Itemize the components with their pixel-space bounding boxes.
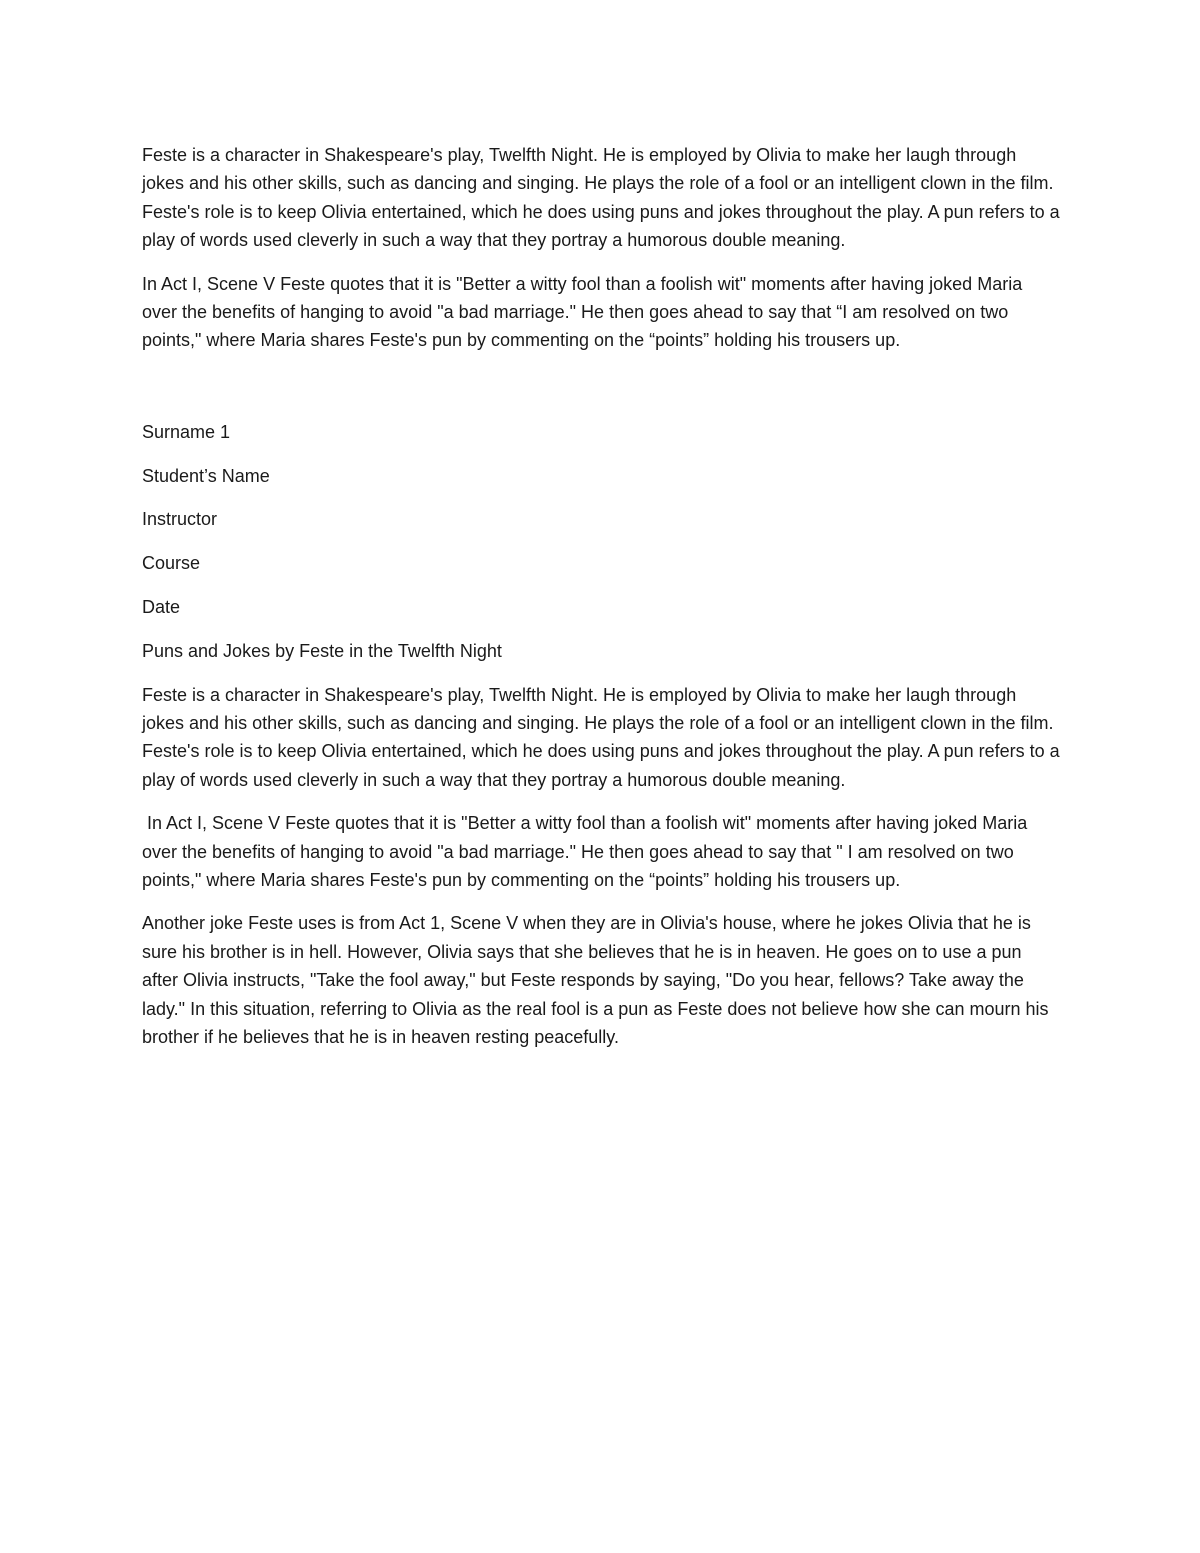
section-gap [142,370,1062,418]
header-date: Date [142,597,181,618]
intro-paragraph-1: Feste is a character in Shakespeare's play, Twelfth Night. He is employed by Olivia to make her laugh through jokes and his other skills, such as dancing and singing. He plays the role of a fool or an intelligent clown in the film. Feste's role is to keep Olivia entertained, which he does using puns and jokes throughout the play. A pun refers to a play of words used cleverly in such a way that they portray a humorous double meaning. [142,145,1060,251]
body-paragraph-2: In Act I, Scene V Feste quotes that it is "Better a witty fool than a foolish wit" moments after having joked Maria over the benefits of hanging to avoid "a bad marriage." He then goes ahead to say that " I am resolved on two points," where Maria shares Feste's pun by commenting on the “points” holding his trousers up. [142,813,1033,891]
body-paragraph-3: Another joke Feste uses is from Act 1, Scene V when they are in Olivia's house, where he jokes Olivia that he is sure his brother is in hell. However, Olivia says that she believes that he is in heaven. He goes on to use a pun after Olivia instructs, "Take the fool away," but Feste responds by saying, "Do you hear, fellows? Take away the lady." In this situation, referring to Olivia as the real fool is a pun as Feste does not believe how she can mourn his brother if he believes that he is in heaven resting peacefully. [142,913,1049,1048]
essay-title: Puns and Jokes by Feste in the Twelfth Night [142,640,502,661]
header-course: Course [142,553,201,574]
body-paragraph-1: Feste is a character in Shakespeare's play, Twelfth Night. He is employed by Olivia to make her laugh through jokes and his other skills, such as dancing and singing. He plays the role of a fool or an intelligent clown in the film. Feste's role is to keep Olivia entertained, which he does using puns and jokes throughout the play. A pun refers to a play of words used cleverly in such a way that they portray a humorous double meaning. [142,684,1060,790]
header-surname: Surname 1 [142,421,231,442]
header-instructor: Instructor [142,509,218,530]
intro-paragraph-2: In Act I, Scene V Feste quotes that it is "Better a witty fool than a foolish wit" moments after having joked Maria over the benefits of hanging to avoid "a bad marriage." He then goes ahead to say that “I am resolved on two points," where Maria shares Feste's pun by commenting on the “points” holding his trousers up. [142,273,1023,351]
header-student-name: Student’s Name [142,465,270,486]
document-page [142,141,1062,1067]
